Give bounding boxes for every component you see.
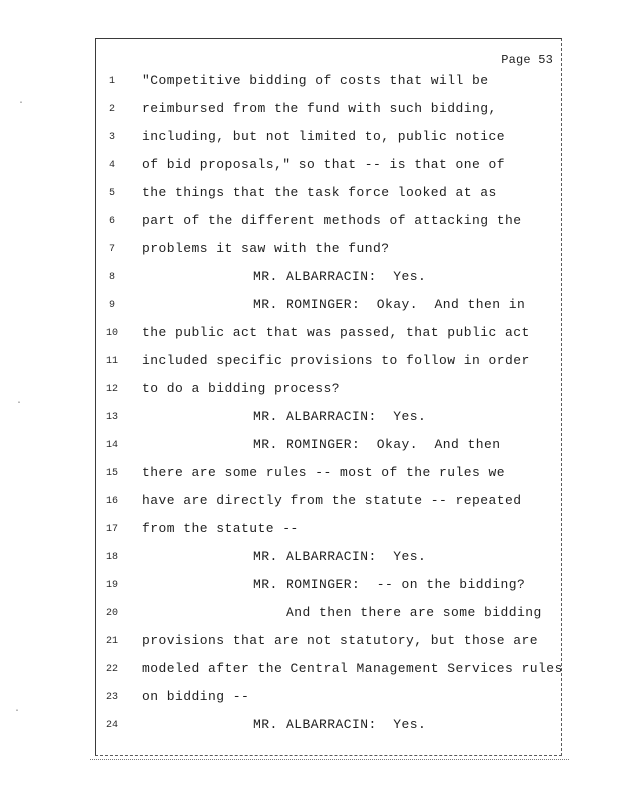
transcript-line (96, 605, 561, 625)
line-number: 5 (108, 188, 115, 199)
transcript-line (96, 185, 561, 205)
margin-mark: · (18, 98, 25, 109)
line-number: 22 (105, 664, 118, 675)
transcript-line (96, 661, 561, 681)
transcript-line (96, 549, 561, 569)
line-number: 4 (108, 160, 115, 171)
transcript-page (95, 38, 562, 756)
line-number: 24 (105, 720, 118, 731)
transcript-line (96, 101, 561, 121)
transcript-line (96, 689, 561, 709)
line-text: have are directly from the statute -- repeated (142, 493, 522, 508)
transcript-line (96, 325, 561, 345)
transcript-line (96, 241, 561, 261)
transcript-line (96, 465, 561, 485)
line-number: 10 (105, 328, 118, 339)
line-number: 8 (108, 272, 115, 283)
line-number: 7 (108, 244, 115, 255)
line-text: the things that the task force looked at as (142, 185, 497, 200)
line-number: 23 (105, 692, 118, 703)
transcript-line (96, 493, 561, 513)
transcript-line (96, 633, 561, 653)
transcript-line (96, 577, 561, 597)
line-number: 3 (108, 132, 115, 143)
transcript-line (96, 129, 561, 149)
transcript-line (96, 437, 561, 457)
line-text: of bid proposals," so that -- is that one of (142, 157, 506, 172)
line-text: MR. ROMINGER: Okay. And then in (253, 297, 526, 312)
line-number: 20 (105, 608, 118, 619)
line-text: there are some rules -- most of the rules we (142, 465, 506, 480)
line-number: 19 (105, 580, 118, 591)
line-text: MR. ALBARRACIN: Yes. (253, 717, 427, 732)
line-number: 11 (105, 356, 118, 367)
line-text: part of the different methods of attacking the (142, 213, 522, 228)
line-text: MR. ALBARRACIN: Yes. (253, 269, 427, 284)
margin-mark: · (16, 398, 23, 409)
line-text: on bidding -- (142, 689, 250, 704)
line-text: from the statute -- (142, 521, 299, 536)
line-number: 21 (105, 636, 118, 647)
line-text: reimbursed from the fund with such bidding, (142, 101, 497, 116)
line-number: 15 (105, 468, 118, 479)
transcript-line (96, 409, 561, 429)
line-text: MR. ROMINGER: -- on the bidding? (253, 577, 526, 592)
line-number: 14 (105, 440, 118, 451)
line-number: 1 (108, 76, 115, 87)
transcript-line (96, 157, 561, 177)
line-number: 12 (105, 384, 118, 395)
line-text: "Competitive bidding of costs that will be (142, 73, 489, 88)
line-number: 18 (105, 552, 118, 563)
line-number: 16 (105, 496, 118, 507)
line-text: MR. ALBARRACIN: Yes. (253, 549, 427, 564)
margin-mark: · (14, 706, 21, 717)
line-number: 13 (105, 412, 118, 423)
transcript-line (96, 717, 561, 737)
transcript-line (96, 297, 561, 317)
transcript-line (96, 381, 561, 401)
line-text: MR. ROMINGER: Okay. And then (253, 437, 501, 452)
line-text: the public act that was passed, that public act (142, 325, 530, 340)
line-text: including, but not limited to, public notice (142, 129, 506, 144)
page-number: Page 53 (501, 53, 553, 67)
transcript-line (96, 269, 561, 289)
line-number: 6 (108, 216, 115, 227)
line-number: 2 (108, 104, 115, 115)
transcript-line (96, 213, 561, 233)
line-text: included specific provisions to follow in order (142, 353, 530, 368)
transcript-line (96, 353, 561, 373)
line-text: to do a bidding process? (142, 381, 341, 396)
line-text: modeled after the Central Management Services rules (142, 661, 563, 676)
line-text: MR. ALBARRACIN: Yes. (253, 409, 427, 424)
transcript-line (96, 521, 561, 541)
line-text: And then there are some bidding (286, 605, 542, 620)
line-text: problems it saw with the fund? (142, 241, 390, 256)
line-number: 9 (108, 300, 115, 311)
transcript-line (96, 73, 561, 93)
line-number: 17 (105, 524, 118, 535)
line-text: provisions that are not statutory, but those are (142, 633, 539, 648)
